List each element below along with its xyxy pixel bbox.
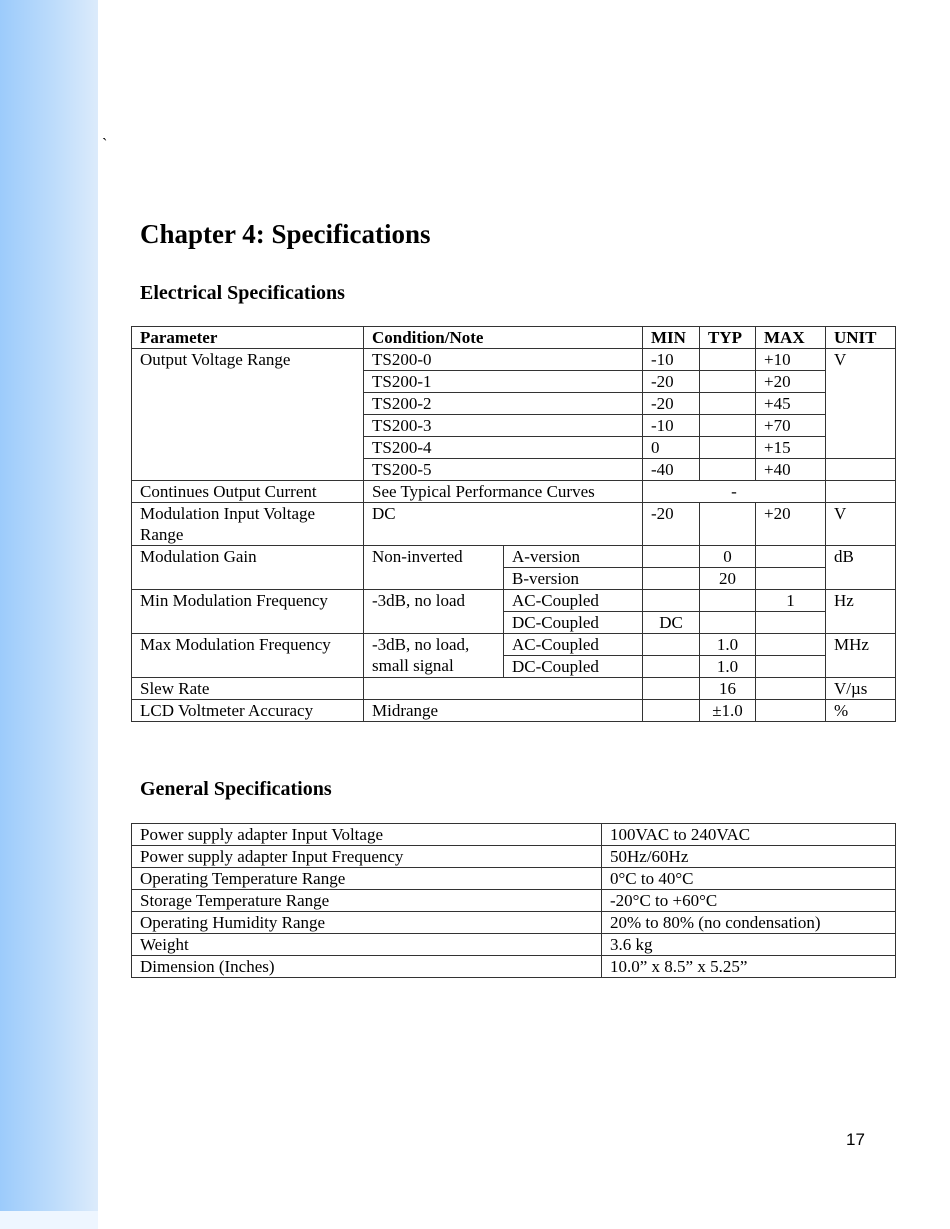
cell-min bbox=[643, 568, 700, 590]
cell-variant: DC-Coupled bbox=[504, 656, 643, 678]
cell-max: +45 bbox=[756, 393, 826, 415]
cell-max: +20 bbox=[756, 371, 826, 393]
spec-value: 3.6 kg bbox=[602, 934, 896, 956]
param-modulation-gain: Modulation Gain bbox=[132, 546, 364, 590]
cell-max: +15 bbox=[756, 437, 826, 459]
param-modulation-input: Modulation Input Voltage Range bbox=[132, 503, 364, 546]
table-row bbox=[132, 503, 896, 546]
cell-unit: % bbox=[826, 700, 896, 722]
param-output-voltage: Output Voltage Range bbox=[132, 349, 364, 481]
cell-unit: V/µs bbox=[826, 678, 896, 700]
cell-min: -10 bbox=[643, 415, 700, 437]
table-row bbox=[132, 956, 896, 978]
cell-min: -20 bbox=[643, 371, 700, 393]
side-band-foot bbox=[0, 1211, 98, 1229]
cell-typ bbox=[700, 590, 756, 612]
spec-value: 10.0” x 8.5” x 5.25” bbox=[602, 956, 896, 978]
general-specs-table bbox=[131, 823, 896, 978]
cell-model: TS200-5 bbox=[364, 459, 643, 481]
header-typ: TYP bbox=[700, 327, 756, 349]
cell-typ bbox=[700, 415, 756, 437]
cell-unit: MHz bbox=[826, 634, 896, 678]
cell-typ bbox=[700, 459, 756, 481]
cell-min bbox=[643, 700, 700, 722]
table-row bbox=[132, 846, 896, 868]
cell-max bbox=[756, 612, 826, 634]
param-slew-rate: Slew Rate bbox=[132, 678, 364, 700]
table-row bbox=[132, 349, 896, 371]
cell-typ: 0 bbox=[700, 546, 756, 568]
table-row bbox=[132, 590, 896, 612]
cell-variant: A-version bbox=[504, 546, 643, 568]
table-row bbox=[132, 678, 896, 700]
spec-label: Operating Temperature Range bbox=[132, 868, 602, 890]
cell-min: -40 bbox=[643, 459, 700, 481]
param-max-mod-freq: Max Modulation Frequency bbox=[132, 634, 364, 678]
cell-max bbox=[756, 546, 826, 568]
cell-typ: 1.0 bbox=[700, 656, 756, 678]
cell-max: +70 bbox=[756, 415, 826, 437]
spec-label: Storage Temperature Range bbox=[132, 890, 602, 912]
cell-max bbox=[756, 568, 826, 590]
cell-min: -20 bbox=[643, 503, 700, 546]
spec-label: Operating Humidity Range bbox=[132, 912, 602, 934]
header-parameter: Parameter bbox=[132, 327, 364, 349]
cell-model: TS200-0 bbox=[364, 349, 643, 371]
cell-condition: Non-inverted bbox=[364, 546, 504, 590]
cell-unit: dB bbox=[826, 546, 896, 590]
cell-typ bbox=[700, 393, 756, 415]
table-row bbox=[132, 546, 896, 568]
cell-min: -10 bbox=[643, 349, 700, 371]
cell-typ: 16 bbox=[700, 678, 756, 700]
cell-typ: 20 bbox=[700, 568, 756, 590]
cell-typ: 1.0 bbox=[700, 634, 756, 656]
cell-max: +40 bbox=[756, 459, 826, 481]
cell-typ bbox=[700, 503, 756, 546]
spec-label: Dimension (Inches) bbox=[132, 956, 602, 978]
cell-min: DC bbox=[643, 612, 700, 634]
page-number: 17 bbox=[846, 1130, 865, 1149]
header-min: MIN bbox=[643, 327, 700, 349]
table-row bbox=[132, 481, 896, 503]
header-condition: Condition/Note bbox=[364, 327, 643, 349]
chapter-title: Chapter 4: Specifications bbox=[140, 219, 431, 249]
spec-value: -20°C to +60°C bbox=[602, 890, 896, 912]
cell-note: DC bbox=[364, 503, 643, 546]
tick-mark: ` bbox=[102, 136, 108, 153]
electrical-heading: Electrical Specifications bbox=[140, 282, 345, 304]
cell-note: Midrange bbox=[364, 700, 643, 722]
cell-typ bbox=[700, 437, 756, 459]
cell-value: - bbox=[643, 481, 826, 503]
spec-value: 20% to 80% (no condensation) bbox=[602, 912, 896, 934]
cell-model: TS200-4 bbox=[364, 437, 643, 459]
param-min-mod-freq: Min Modulation Frequency bbox=[132, 590, 364, 634]
cell-note: See Typical Performance Curves bbox=[364, 481, 643, 503]
cell-max: +10 bbox=[756, 349, 826, 371]
cell-variant: AC-Coupled bbox=[504, 634, 643, 656]
cell-unit: Hz bbox=[826, 590, 896, 634]
cell-max: +20 bbox=[756, 503, 826, 546]
cell-model: TS200-3 bbox=[364, 415, 643, 437]
param-continuous-current: Continues Output Current bbox=[132, 481, 364, 503]
cell-model: TS200-1 bbox=[364, 371, 643, 393]
table-row bbox=[132, 934, 896, 956]
cell-condition: -3dB, no load, small signal bbox=[364, 634, 504, 678]
cell-max bbox=[756, 700, 826, 722]
spec-label: Power supply adapter Input Frequency bbox=[132, 846, 602, 868]
cell-min bbox=[643, 634, 700, 656]
header-max: MAX bbox=[756, 327, 826, 349]
cell-max bbox=[756, 656, 826, 678]
spec-label: Power supply adapter Input Voltage bbox=[132, 824, 602, 846]
cell-unit bbox=[826, 459, 896, 481]
cell-typ bbox=[700, 371, 756, 393]
cell-min: -20 bbox=[643, 393, 700, 415]
param-lcd-accuracy: LCD Voltmeter Accuracy bbox=[132, 700, 364, 722]
cell-max: 1 bbox=[756, 590, 826, 612]
header-unit: UNIT bbox=[826, 327, 896, 349]
cell-min: 0 bbox=[643, 437, 700, 459]
table-row bbox=[132, 824, 896, 846]
spec-value: 100VAC to 240VAC bbox=[602, 824, 896, 846]
table-row bbox=[132, 868, 896, 890]
cell-unit bbox=[826, 481, 896, 503]
electrical-specs-table bbox=[131, 326, 896, 722]
side-band bbox=[0, 0, 98, 1229]
table-row bbox=[132, 890, 896, 912]
cell-model: TS200-2 bbox=[364, 393, 643, 415]
cell-unit: V bbox=[826, 349, 896, 459]
table-row bbox=[132, 700, 896, 722]
cell-note bbox=[364, 678, 643, 700]
cell-condition: -3dB, no load bbox=[364, 590, 504, 634]
cell-variant: DC-Coupled bbox=[504, 612, 643, 634]
cell-min bbox=[643, 590, 700, 612]
table-row bbox=[132, 912, 896, 934]
cell-variant: B-version bbox=[504, 568, 643, 590]
cell-min bbox=[643, 656, 700, 678]
table-header-row bbox=[132, 327, 896, 349]
cell-unit: V bbox=[826, 503, 896, 546]
cell-min bbox=[643, 678, 700, 700]
cell-max bbox=[756, 678, 826, 700]
spec-value: 50Hz/60Hz bbox=[602, 846, 896, 868]
cell-variant: AC-Coupled bbox=[504, 590, 643, 612]
cell-typ bbox=[700, 612, 756, 634]
cell-min bbox=[643, 546, 700, 568]
cell-max bbox=[756, 634, 826, 656]
table-row bbox=[132, 634, 896, 656]
cell-typ bbox=[700, 349, 756, 371]
spec-value: 0°C to 40°C bbox=[602, 868, 896, 890]
cell-typ: ±1.0 bbox=[700, 700, 756, 722]
general-heading: General Specifications bbox=[140, 778, 332, 800]
spec-label: Weight bbox=[132, 934, 602, 956]
